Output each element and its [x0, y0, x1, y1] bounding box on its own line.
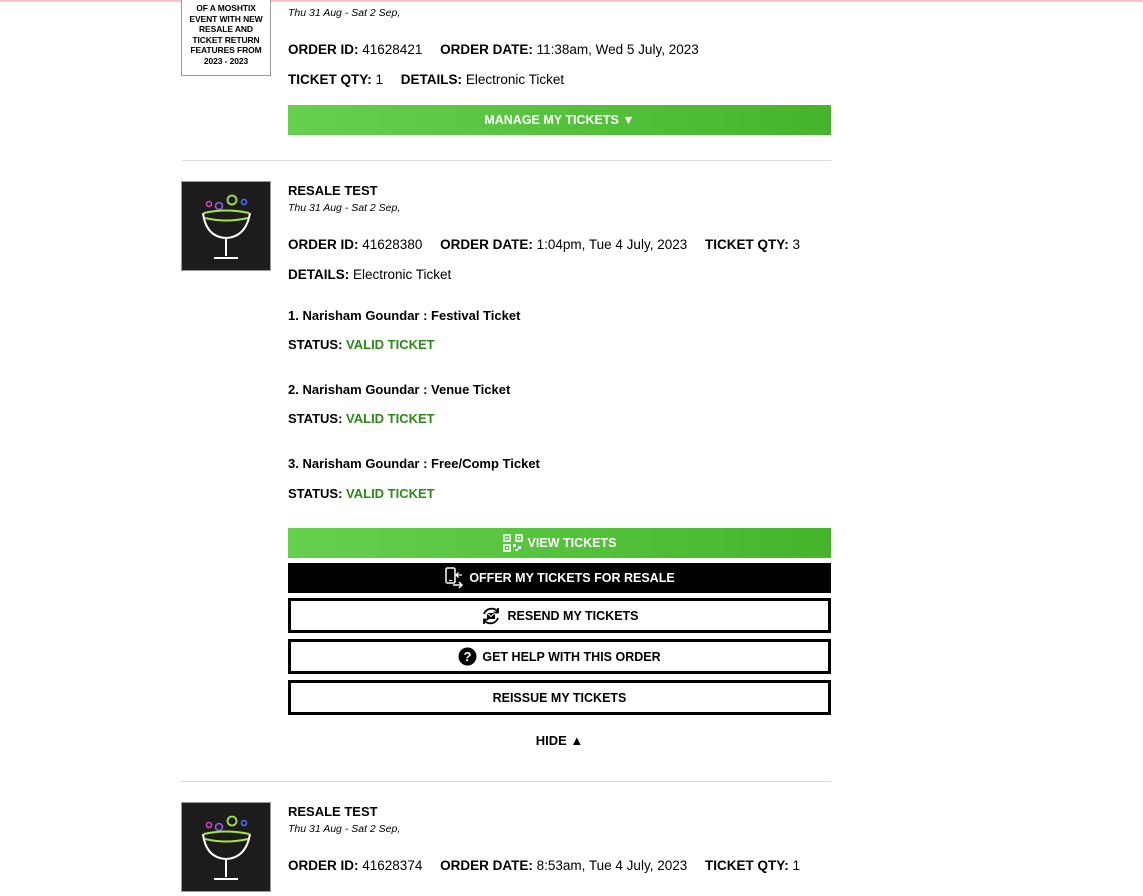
event-title: RESALE TEST: [288, 183, 378, 198]
order-date-label: ORDER DATE:: [440, 858, 533, 873]
svg-text:?: ?: [463, 649, 472, 664]
event-date: Thu 31 Aug - Sat 2 Sep,: [288, 202, 401, 214]
get-help-with-order-button[interactable]: [288, 639, 831, 674]
view-tickets-button[interactable]: [288, 528, 831, 558]
hide-toggle-link[interactable]: HIDE ▲: [535, 733, 584, 748]
qr-code-icon: [503, 534, 523, 552]
event-thumbnail: [181, 802, 271, 892]
order-date: 8:53am, Tue 4 July, 2023: [536, 858, 688, 873]
order-id-label: ORDER ID:: [288, 858, 359, 873]
offer-tickets-for-resale-button[interactable]: [288, 563, 831, 593]
offer-resale-label: OFFER MY TICKETS FOR RESALE: [469, 571, 675, 585]
event-thumbnail: [181, 0, 271, 76]
order-date-label: ORDER DATE:: [440, 237, 533, 252]
status-badge: VALID TICKET: [346, 486, 435, 501]
help-icon: [458, 647, 477, 666]
cocktail-glass-icon: [182, 803, 270, 891]
manage-my-tickets-button[interactable]: MANAGE MY TICKETS ▼: [288, 105, 831, 135]
status-badge: VALID TICKET: [346, 411, 435, 426]
order-date: 11:38am, Wed 5 July, 2023: [536, 42, 699, 57]
details-label: DETAILS:: [288, 267, 350, 282]
get-help-label: GET HELP WITH THIS ORDER: [482, 649, 661, 664]
ticket-item-2-status: STATUS: VALID TICKET: [288, 411, 435, 426]
resend-my-tickets-button[interactable]: [288, 598, 831, 633]
ticket-qty-label: TICKET QTY:: [288, 72, 372, 87]
ticket-qty: 3: [792, 237, 801, 252]
ticket-item-2-name: 2. Narisham Goundar : Venue Ticket: [288, 382, 511, 397]
order-info-row: [288, 858, 800, 873]
ticket-item-1-status: STATUS: VALID TICKET: [288, 337, 435, 352]
order-divider: [181, 781, 831, 782]
event-date: Thu 31 Aug - Sat 2 Sep,: [288, 7, 401, 19]
phone-resale-icon: [444, 567, 464, 589]
reissue-my-tickets-button[interactable]: REISSUE MY TICKETS: [288, 680, 831, 715]
cocktail-glass-icon: [182, 182, 270, 270]
order-divider: [181, 160, 831, 161]
order-id-label: ORDER ID:: [288, 42, 359, 57]
ticket-item-3-status: STATUS: VALID TICKET: [288, 486, 435, 501]
ticket-qty: 1: [792, 858, 801, 873]
ticket-qty-label: TICKET QTY:: [705, 858, 789, 873]
event-title: RESALE TEST: [288, 804, 378, 819]
top-strip: [0, 0, 1143, 2]
order-date: 1:04pm, Tue 4 July, 2023: [536, 237, 688, 252]
order-details-row: [288, 267, 451, 282]
order-id: 41628380: [362, 237, 423, 252]
ticket-item-1-name: 1. Narisham Goundar : Festival Ticket: [288, 308, 521, 323]
order-info-row: [288, 42, 699, 57]
resend-icon: [480, 605, 502, 627]
order-info-row: [288, 237, 800, 252]
status-badge: VALID TICKET: [346, 337, 435, 352]
order-id: 41628421: [362, 42, 423, 57]
event-thumbnail: [181, 181, 271, 271]
promo-thumbnail-text: OF A MOSHTIX EVENT WITH NEW RESALE AND TICKET RETURN FEATURES FROM 2023 - 2023: [189, 3, 263, 66]
ticket-qty: 1: [375, 72, 384, 87]
event-date: Thu 31 Aug - Sat 2 Sep,: [288, 823, 401, 835]
view-tickets-label: VIEW TICKETS: [527, 536, 617, 550]
details-value: Electronic Ticket: [353, 267, 452, 282]
ticket-qty-label: TICKET QTY:: [705, 237, 789, 252]
order-date-label: ORDER DATE:: [440, 42, 533, 57]
order-id-label: ORDER ID:: [288, 237, 359, 252]
details-value: Electronic Ticket: [465, 72, 565, 87]
resend-label: RESEND MY TICKETS: [507, 608, 639, 623]
details-label: DETAILS:: [400, 72, 463, 87]
order-qty-row: [288, 72, 564, 87]
ticket-item-3-name: 3. Narisham Goundar : Free/Comp Ticket: [288, 456, 540, 471]
order-id: 41628374: [362, 858, 423, 873]
